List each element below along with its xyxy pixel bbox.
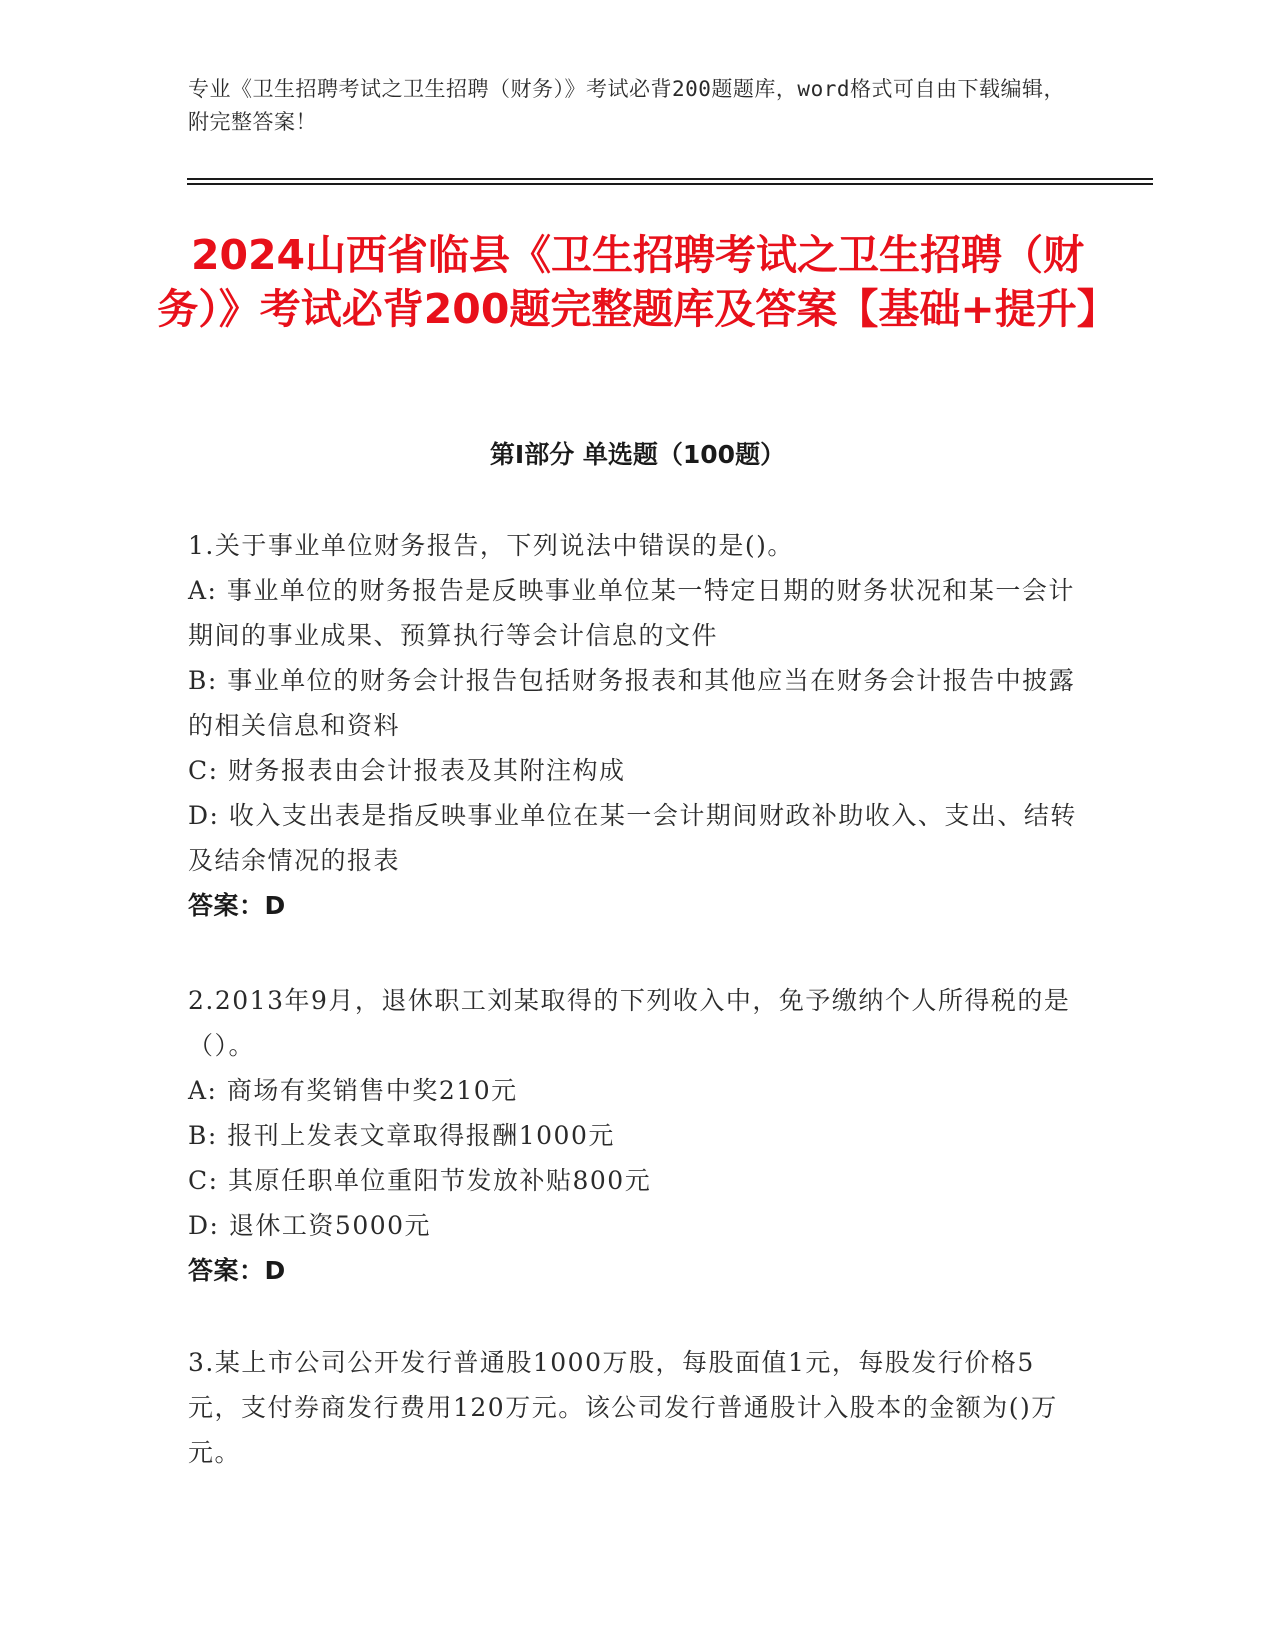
option-c: C: 财务报表由会计报表及其附注构成: [188, 756, 626, 785]
question-stem: 1.关于事业单位财务报告，下列说法中错误的是()。: [188, 531, 794, 560]
question-1: [188, 523, 1078, 928]
option-c: C: 其原任职单位重阳节发放补贴800元: [188, 1166, 652, 1195]
question-2: [188, 978, 1078, 1293]
option-a: A: 商场有奖销售中奖210元: [188, 1076, 518, 1105]
option-b: B: 报刊上发表文章取得报酬1000元: [188, 1121, 615, 1150]
section-heading: 第I部分 单选题（100题）: [489, 440, 786, 469]
option-a: A: 事业单位的财务报告是反映事业单位某一特定日期的财务状况和某一会计期间的事业成果、预算执行等会计信息的文件: [188, 576, 1075, 650]
option-d: D: 退休工资5000元: [188, 1211, 432, 1240]
header-note: 专业《卫生招聘考试之卫生招聘（财务）》考试必背200题题库，word格式可自由下载编辑，附完整答案！: [188, 77, 1065, 134]
answer-label: 答案：D: [188, 891, 286, 920]
question-3: [188, 1340, 1078, 1475]
option-b: B: 事业单位的财务会计报告包括财务报表和其他应当在财务会计报告中披露的相关信息和资料: [188, 666, 1076, 740]
question-stem: 2.2013年9月，退休职工刘某取得的下列收入中，免予缴纳个人所得税的是（）。: [188, 986, 1071, 1060]
document-title: 2024山西省临县《卫生招聘考试之卫生招聘（财务）》考试必背200题完整题库及答案【基础+提升】: [157, 231, 1118, 333]
header-divider-secondary: [187, 183, 1153, 185]
header-divider: [187, 178, 1153, 180]
option-d: D: 收入支出表是指反映事业单位在某一会计期间财政补助收入、支出、结转及结余情况的报表: [188, 801, 1077, 875]
answer-label: 答案：D: [188, 1256, 286, 1285]
question-stem: 3.某上市公司公开发行普通股1000万股，每股面值1元，每股发行价格5元，支付券商发行费用120万元。该公司发行普通股计入股本的金额为()万元。: [188, 1348, 1058, 1467]
